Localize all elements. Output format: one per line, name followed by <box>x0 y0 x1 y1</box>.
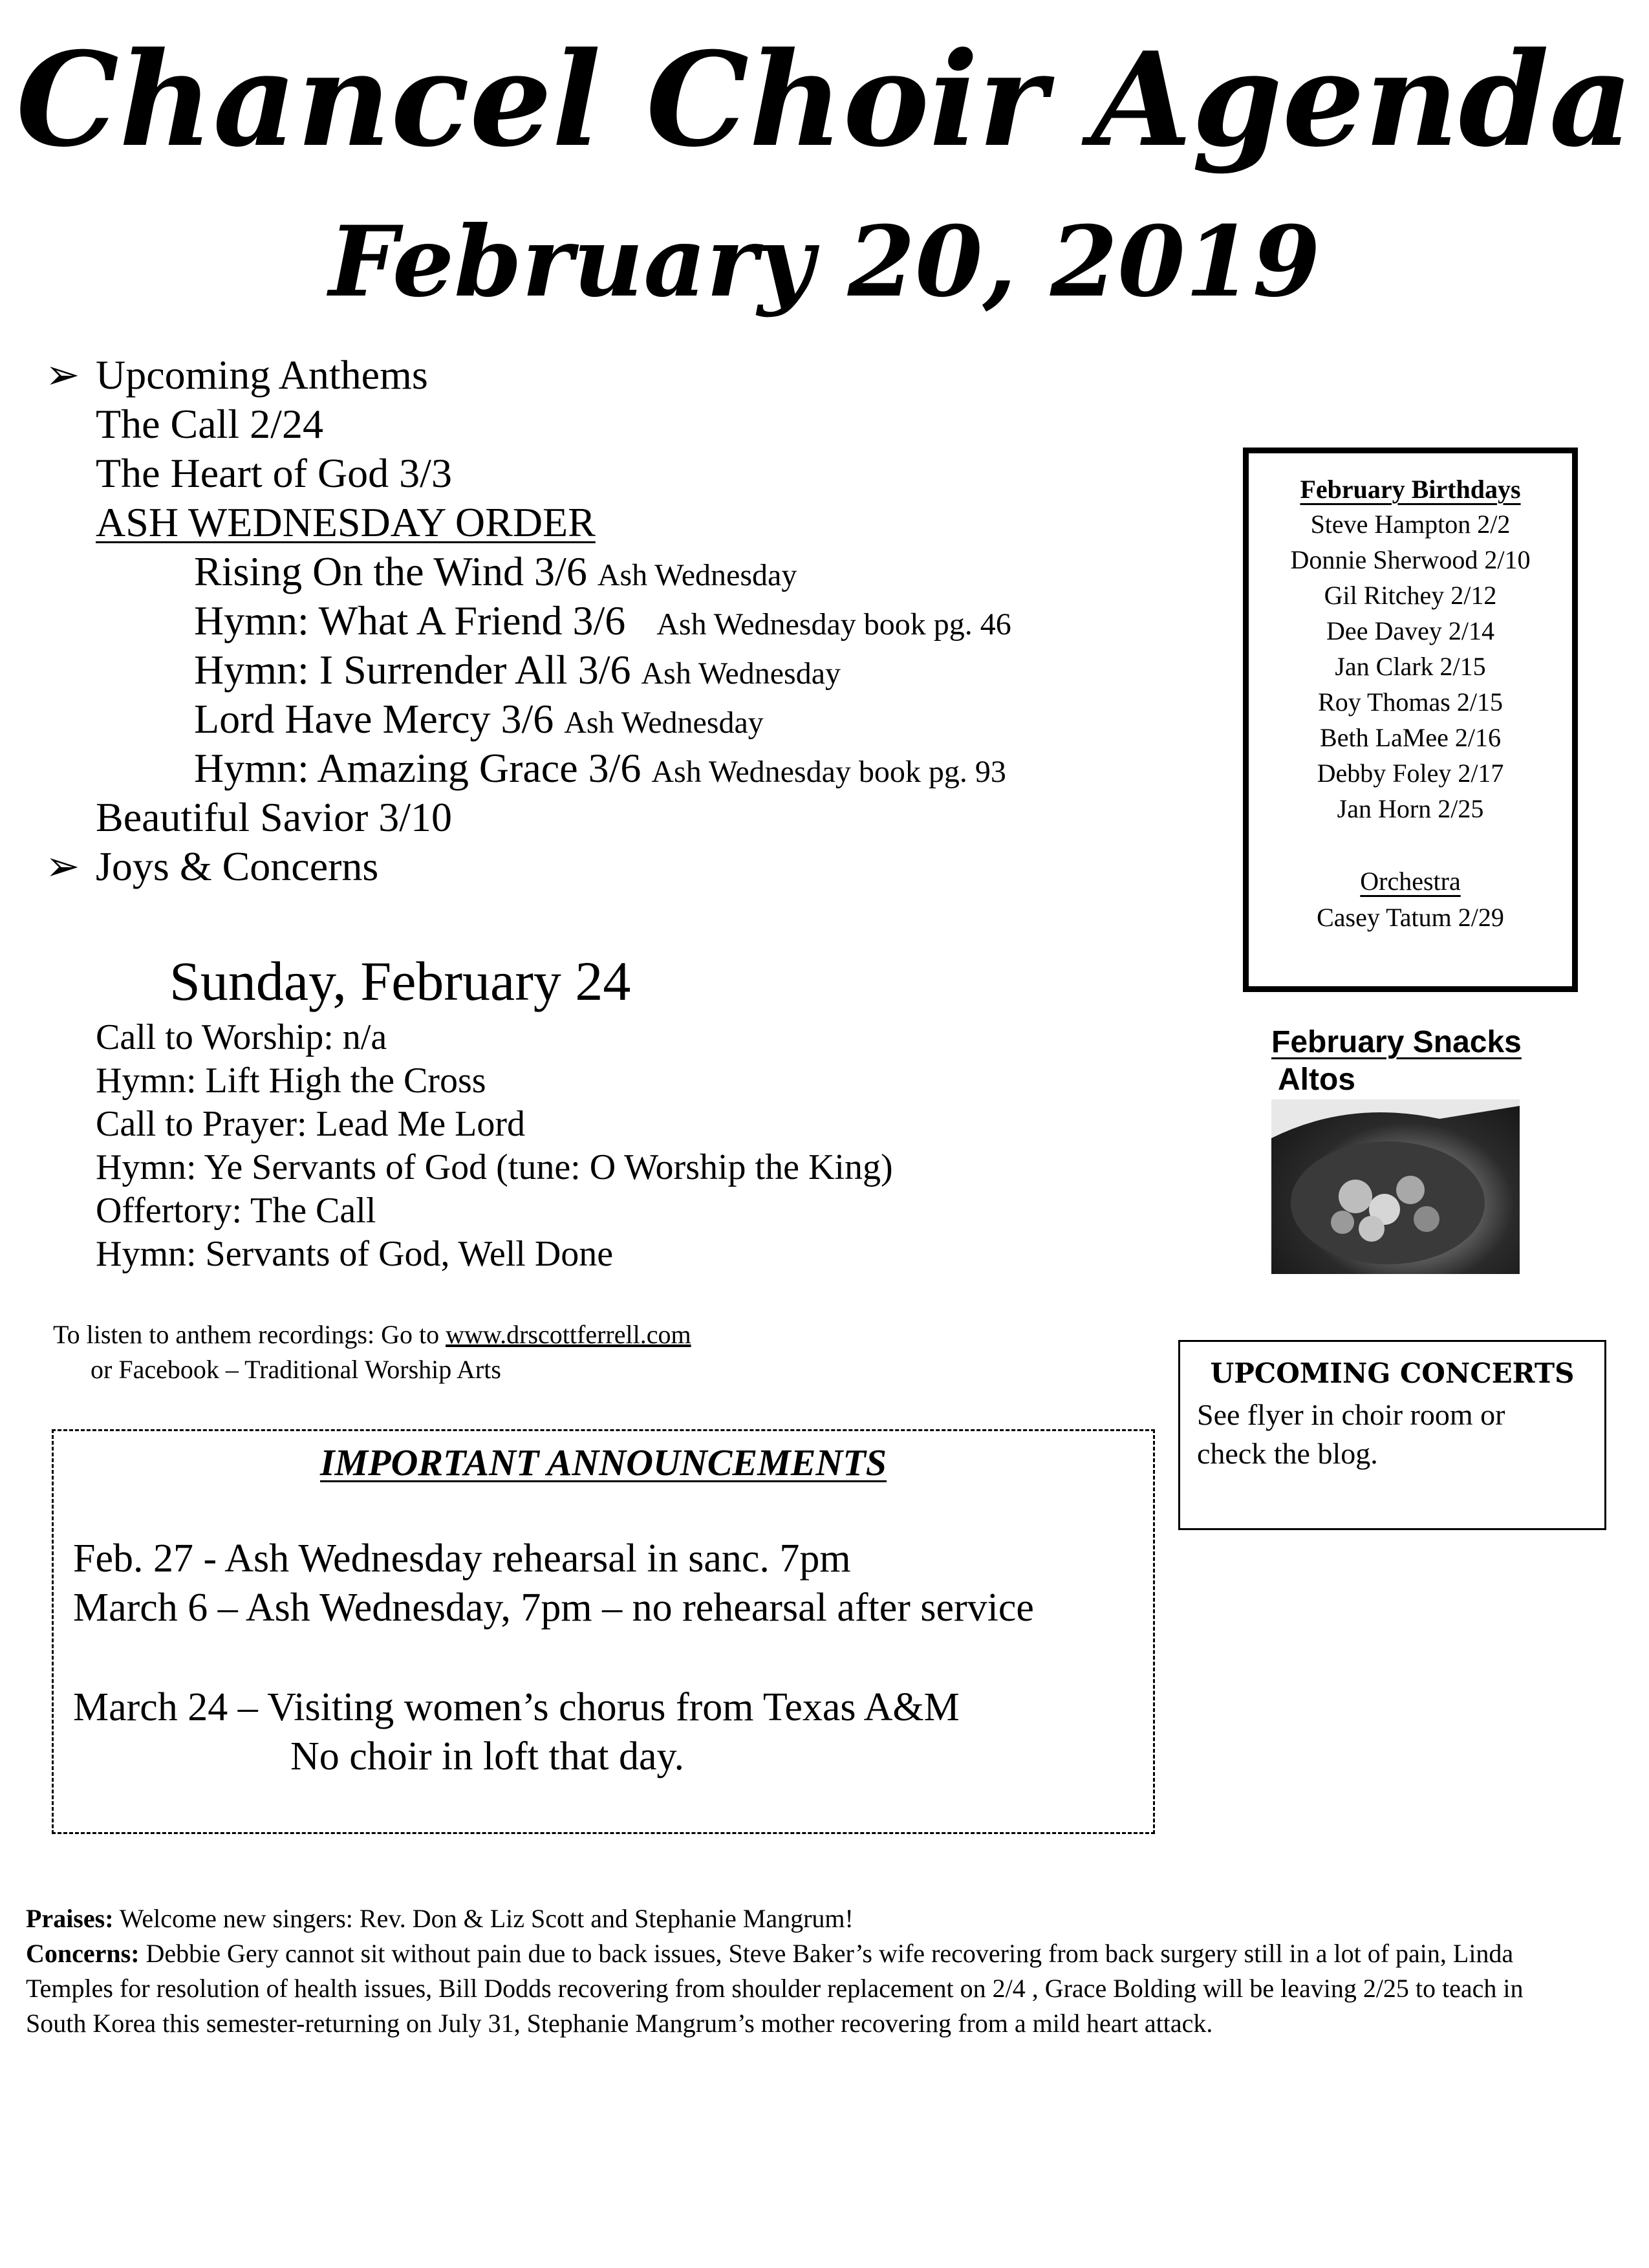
concerns-text: Debbie Gery cannot sit without pain due to back issues, Steve Baker’s wife recovering from back surgery still in a lot of pain, Linda Temples for resolution of health issues, Bill Dodds recovering from shoulder replacement on 2/4 , Grace Bolding will be leaving 2/25 to teach in South Korea this semester-returning on July 31, Stephanie Mangrum’s mother recovering from a mild heart attack. <box>26 1939 1524 2038</box>
birthday-entry: Donnie Sherwood 2/10 <box>1290 545 1531 574</box>
praises-text: Welcome new singers: Rev. Don & Liz Scott and Stephanie Mangrum! <box>113 1904 854 1933</box>
agenda-item-joys-concerns <box>45 843 379 889</box>
sunday-item: Hymn: Ye Servants of God (tune: O Worship the King) <box>96 1147 893 1187</box>
birthdays-box <box>1243 448 1578 992</box>
agenda-item-upcoming-anthems <box>45 354 428 396</box>
birthday-entry: Beth LaMee 2/16 <box>1320 723 1501 752</box>
announcement-item: March 6 – Ash Wednesday, 7pm – no rehearsal after service <box>73 1586 1034 1630</box>
recordings-link[interactable]: www.drscottferrell.com <box>446 1320 691 1349</box>
ash-wednesday-heading: ASH WEDNESDAY ORDER <box>96 499 596 545</box>
orchestra-heading: Orchestra <box>1360 867 1461 896</box>
listen-note: To listen to anthem recordings: Go to www.drscottferrell.com <box>53 1320 691 1349</box>
birthday-entry: Gil Ritchey 2/12 <box>1324 581 1497 610</box>
ash-item-note: Ash Wednesday book pg. 93 <box>651 755 1006 789</box>
concerts-text: See flyer in choir room or <box>1197 1398 1505 1431</box>
snacks-image <box>1271 1099 1520 1274</box>
sunday-item: Hymn: Servants of God, Well Done <box>96 1234 614 1274</box>
sunday-item: Call to Prayer: Lead Me Lord <box>96 1104 526 1144</box>
concerts-text: check the blog. <box>1197 1437 1378 1470</box>
sunday-item: Hymn: Lift High the Cross <box>96 1061 486 1101</box>
ash-item: Hymn: What A Friend 3/6 Ash Wednesday book pg. 46 <box>194 598 1011 643</box>
birthday-entry: Debby Foley 2/17 <box>1317 759 1504 788</box>
praises-paragraph <box>26 1901 1539 1936</box>
snacks-group: Altos <box>1278 1063 1355 1097</box>
sunday-heading: Sunday, February 24 <box>169 950 631 1012</box>
ash-item: Hymn: I Surrender All 3/6 Ash Wednesday <box>194 647 841 693</box>
birthday-entry: Roy Thomas 2/15 <box>1318 687 1503 717</box>
upcoming-concerts-box <box>1178 1340 1606 1530</box>
sunday-item: Offertory: The Call <box>96 1191 376 1231</box>
announcement-item: No choir in loft that day. <box>290 1734 684 1778</box>
arrow-bullet-icon: ➢ <box>45 843 80 889</box>
ash-item: Rising On the Wind 3/6 Ash Wednesday <box>194 548 797 594</box>
arrow-bullet-icon: ➢ <box>45 352 80 398</box>
snack-bowl-icon <box>1271 1099 1520 1274</box>
ash-item-note: Ash Wednesday book pg. 46 <box>656 607 1011 642</box>
announcements-box <box>52 1429 1155 1834</box>
announcements-heading: IMPORTANT ANNOUNCEMENTS <box>319 1442 887 1484</box>
ash-item: Lord Have Mercy 3/6 Ash Wednesday <box>194 696 764 742</box>
concerns-paragraph <box>26 1936 1539 2041</box>
sunday-item: Call to Worship: n/a <box>96 1017 387 1057</box>
ash-item-note: Ash Wednesday <box>597 558 797 592</box>
page-title: Chancel Choir Agenda <box>16 24 1633 176</box>
orchestra-entry: Casey Tatum 2/29 <box>1317 903 1504 932</box>
anthem-item: The Heart of God 3/3 <box>96 450 452 496</box>
birthday-entry: Steve Hampton 2/2 <box>1310 510 1511 539</box>
listen-note-facebook: or Facebook – Traditional Worship Arts <box>91 1355 501 1384</box>
anthem-item: Beautiful Savior 3/10 <box>96 794 453 840</box>
ash-item-note: Ash Wednesday <box>564 706 764 740</box>
concerts-heading: UPCOMING CONCERTS <box>1210 1357 1575 1389</box>
announcement-item: March 24 – Visiting women’s chorus from Texas A&M <box>73 1685 960 1729</box>
birthday-entry: Jan Horn 2/25 <box>1337 794 1484 823</box>
ash-item-note: Ash Wednesday <box>641 656 841 691</box>
anthem-item: The Call 2/24 <box>96 401 323 447</box>
birthday-entry: Jan Clark 2/15 <box>1335 652 1486 681</box>
praises-label: Praises: <box>26 1904 114 1933</box>
announcement-item: Feb. 27 - Ash Wednesday rehearsal in sanc. 7pm <box>73 1537 851 1581</box>
joys-concerns-heading: Joys & Concerns <box>96 843 379 889</box>
ash-item: Hymn: Amazing Grace 3/6 Ash Wednesday book pg. 93 <box>194 745 1006 791</box>
birthday-entry: Dee Davey 2/14 <box>1326 616 1494 645</box>
page-date: February 20, 2019 <box>329 205 1320 319</box>
birthdays-heading: February Birthdays <box>1300 475 1521 504</box>
snacks-heading: February Snacks <box>1271 1025 1522 1059</box>
upcoming-anthems-heading: Upcoming Anthems <box>96 352 428 398</box>
concerns-label: Concerns: <box>26 1939 140 1968</box>
